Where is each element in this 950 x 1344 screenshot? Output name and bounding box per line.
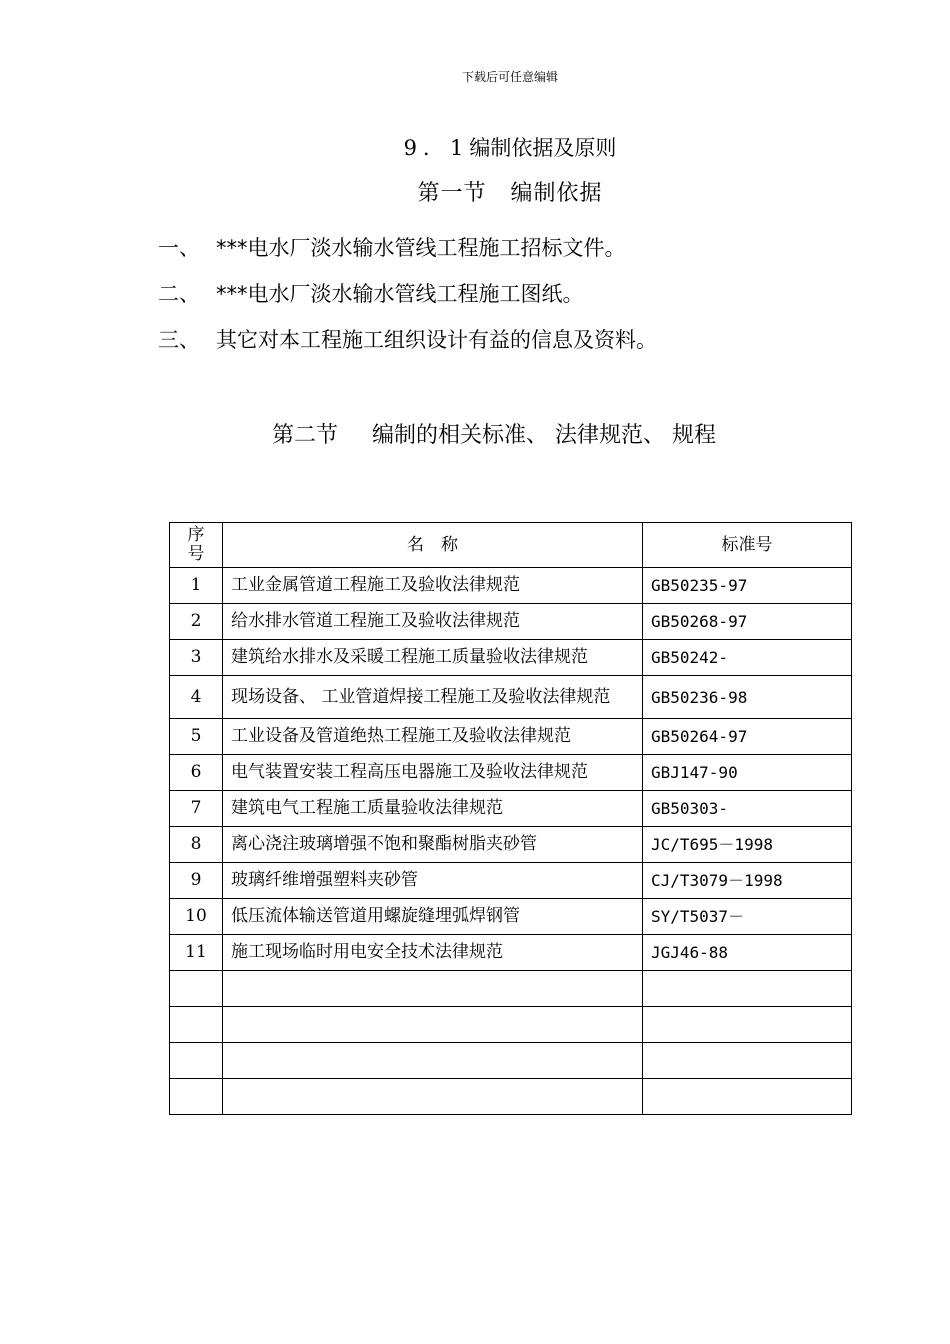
row-seq: 9 bbox=[170, 863, 223, 899]
table-row bbox=[170, 568, 852, 604]
section1-heading bbox=[0, 176, 950, 207]
row-name: 工业金属管道工程施工及验收法律规范 bbox=[223, 568, 643, 604]
list-marker: 二、 bbox=[158, 282, 200, 306]
list-item bbox=[158, 224, 918, 270]
row-code: GB50242- bbox=[643, 640, 852, 676]
header-name: 名 称 bbox=[223, 523, 643, 568]
row-seq: 5 bbox=[170, 719, 223, 755]
row-code: GB50235-97 bbox=[643, 568, 852, 604]
row-name: 玻璃纤维增强塑料夹砂管 bbox=[223, 863, 643, 899]
row-code: JC/T695－1998 bbox=[643, 827, 852, 863]
standards-table bbox=[169, 522, 852, 1115]
row-code: JGJ46-88 bbox=[643, 935, 852, 971]
table-row bbox=[170, 640, 852, 676]
table-row bbox=[170, 604, 852, 640]
table-header-row bbox=[170, 523, 852, 568]
table-row bbox=[170, 863, 852, 899]
list-text: 其它对本工程施工组织设计有益的信息及资料。 bbox=[216, 328, 657, 352]
basis-list bbox=[158, 224, 918, 362]
row-seq: 11 bbox=[170, 935, 223, 971]
list-item bbox=[158, 316, 918, 362]
table-row bbox=[170, 719, 852, 755]
table-row bbox=[170, 676, 852, 719]
list-marker: 三、 bbox=[158, 328, 200, 352]
row-seq: 8 bbox=[170, 827, 223, 863]
row-code: GB50236-98 bbox=[643, 676, 852, 719]
row-seq: 3 bbox=[170, 640, 223, 676]
row-seq: 7 bbox=[170, 791, 223, 827]
row-name: 施工现场临时用电安全技术法律规范 bbox=[223, 935, 643, 971]
page-header: 下载后可任意编辑 bbox=[461, 70, 558, 84]
row-name: 建筑电气工程施工质量验收法律规范 bbox=[223, 791, 643, 827]
table-row bbox=[170, 827, 852, 863]
row-name: 工业设备及管道绝热工程施工及验收法律规范 bbox=[223, 719, 643, 755]
list-marker: 一、 bbox=[158, 236, 200, 260]
row-code: GB50303- bbox=[643, 791, 852, 827]
table-row bbox=[170, 755, 852, 791]
row-seq: 1 bbox=[170, 568, 223, 604]
row-code: CJ/T3079－1998 bbox=[643, 863, 852, 899]
section2-heading bbox=[272, 418, 716, 449]
row-code: GB50268-97 bbox=[643, 604, 852, 640]
row-name: 给水排水管道工程施工及验收法律规范 bbox=[223, 604, 643, 640]
table-row bbox=[170, 899, 852, 935]
row-code: GBJ147-90 bbox=[643, 755, 852, 791]
table-row-empty bbox=[170, 1007, 852, 1043]
row-code: SY/T5037－ bbox=[643, 899, 852, 935]
table-row-empty bbox=[170, 1043, 852, 1079]
row-code: GB50264-97 bbox=[643, 719, 852, 755]
section2-title: 编制的相关标准、 法律规范、 规程 bbox=[372, 423, 717, 448]
row-name: 建筑给水排水及采暖工程施工质量验收法律规范 bbox=[223, 640, 643, 676]
section1-title: 编制依据 bbox=[510, 181, 603, 206]
row-seq: 6 bbox=[170, 755, 223, 791]
row-seq: 2 bbox=[170, 604, 223, 640]
section-title bbox=[0, 132, 950, 162]
list-text: ***电水厂淡水输水管线工程施工招标文件。 bbox=[216, 236, 626, 260]
table-row-empty bbox=[170, 1079, 852, 1115]
header-code: 标准号 bbox=[643, 523, 852, 568]
section2-label: 第二节 bbox=[272, 423, 339, 448]
table-row bbox=[170, 935, 852, 971]
table-row-empty bbox=[170, 971, 852, 1007]
list-item bbox=[158, 270, 918, 316]
section1-label: 第一节 bbox=[417, 181, 487, 206]
section-title-text: 编制依据及原则 bbox=[469, 136, 617, 160]
section-number: 9．1 bbox=[403, 136, 470, 160]
row-name: 离心浇注玻璃增强不饱和聚酯树脂夹砂管 bbox=[223, 827, 643, 863]
row-seq: 10 bbox=[170, 899, 223, 935]
row-seq: 4 bbox=[170, 676, 223, 719]
list-text: ***电水厂淡水输水管线工程施工图纸。 bbox=[216, 282, 584, 306]
header-seq: 序号 bbox=[170, 523, 223, 568]
table-row bbox=[170, 791, 852, 827]
row-name: 现场设备、 工业管道焊接工程施工及验收法律规范 bbox=[223, 676, 643, 719]
row-name: 电气装置安装工程高压电器施工及验收法律规范 bbox=[223, 755, 643, 791]
row-name: 低压流体输送管道用螺旋缝埋弧焊钢管 bbox=[223, 899, 643, 935]
